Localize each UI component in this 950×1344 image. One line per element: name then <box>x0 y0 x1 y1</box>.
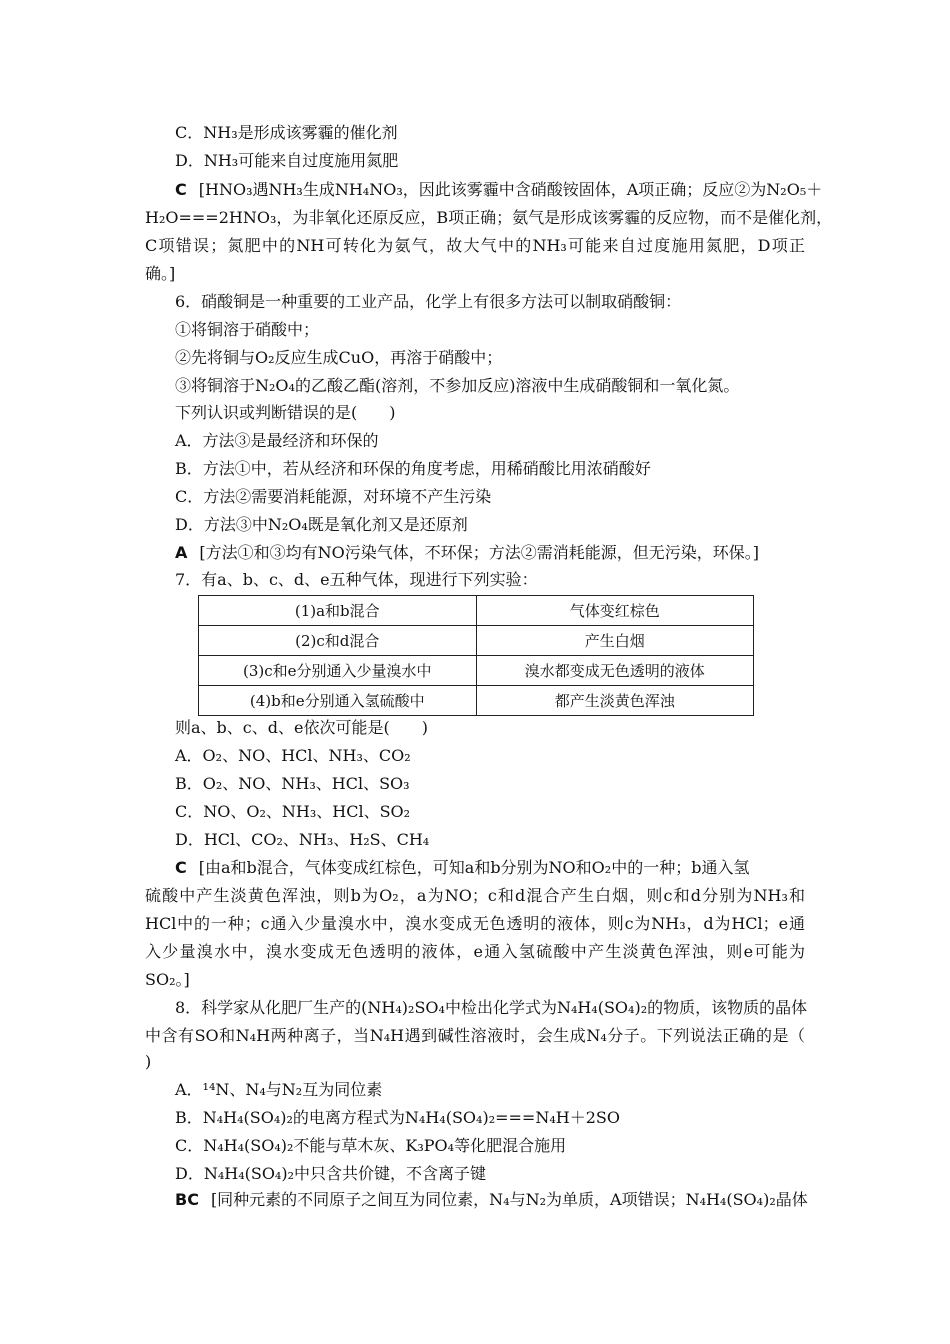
q7-explain-line: [由a和b混合，气体变成红棕色，可知a和b分别为NO和O₂中的一种；b通入氢 <box>198 858 750 877</box>
q8-option: C．N₄H₄(SO₄)₂不能与草木灰、K₃PO₄等化肥混合施用 <box>175 1136 567 1155</box>
q6-option: A．方法③是最经济和环保的 <box>175 431 379 450</box>
q8-option: B．N₄H₄(SO₄)₂的电离方程式为N₄H₄(SO₄)₂===N₄H＋2SO <box>175 1108 620 1127</box>
q7-answer-line <box>175 858 749 878</box>
table-cell: (4)b和e分别通入氢硫酸中 <box>199 686 477 716</box>
q7-option: D．HCl、CO₂、NH₃、H₂S、CH₄ <box>175 830 430 849</box>
q7-option: B．O₂、NO、NH₃、HCl、SO₃ <box>175 774 410 793</box>
table-row <box>199 686 754 716</box>
q5-option-c: C．NH₃是形成该雾霾的催化剂 <box>175 123 398 142</box>
table-cell: 溴水都变成无色透明的液体 <box>476 656 754 686</box>
q6-answer: A <box>175 543 188 562</box>
table-cell: (1)a和b混合 <box>199 596 477 626</box>
q8-answer: BC <box>175 1190 199 1209</box>
q6-explain: [方法①和③均有NO污染气体，不环保；方法②需消耗能源，但无污染，环保。] <box>199 543 759 562</box>
q5-answer-line <box>175 180 822 200</box>
q7-stem: 7．有a、b、c、d、e五种气体，现进行下列实验： <box>175 570 538 589</box>
table-cell: 气体变红棕色 <box>476 596 754 626</box>
experiment-table <box>198 595 754 716</box>
q7-explain-line: HCl中的一种；c通入少量溴水中，溴水变成无色透明的液体，则c为NH₃，d为HCl；e通 <box>145 914 805 933</box>
q8-option: A．¹⁴N、N₄与N₂互为同位素 <box>175 1080 383 1099</box>
table-cell: 产生白烟 <box>476 626 754 656</box>
q6-question: 下列认识或判断错误的是( ) <box>175 403 396 422</box>
table-cell: (3)c和e分别通入少量溴水中 <box>199 656 477 686</box>
q6-option: D．方法③中N₂O₄既是氧化剂又是还原剂 <box>175 515 468 534</box>
q8-stem-line: 8．科学家从化肥厂生产的(NH₄)₂SO₄中检出化学式为N₄H₄(SO₄)₂的物质，该物质的晶体 <box>175 998 808 1017</box>
q8-answer-line <box>175 1190 808 1210</box>
q6-answer-line <box>175 543 759 563</box>
q5-option-d: D．NH₃可能来自过度施用氮肥 <box>175 151 399 170</box>
q7-option: A．O₂、NO、HCl、NH₃、CO₂ <box>175 746 411 765</box>
q7-answer: C <box>175 858 187 877</box>
q6-option: B．方法①中，若从经济和环保的角度考虑，用稀硝酸比用浓硝酸好 <box>175 459 651 478</box>
q6-method: ①将铜溶于硝酸中； <box>175 320 320 339</box>
q8-stem-line: 中含有SO和N₄H两种离子，当N₄H遇到碱性溶液时，会生成N₄分子。下列说法正确的是（ <box>145 1026 805 1045</box>
q7-explain-line: SO₂。] <box>145 970 190 989</box>
table-cell: 都产生淡黄色浑浊 <box>476 686 754 716</box>
table-row <box>199 626 754 656</box>
table-cell: (2)c和d混合 <box>199 626 477 656</box>
q7-explain-line: 硫酸中产生淡黄色浑浊，则b为O₂，a为NO；c和d混合产生白烟，则c和d分别为NH₃和 <box>145 886 805 905</box>
q8-stem-line: ) <box>145 1052 152 1071</box>
q5-explain-line: H₂O===2HNO₃，为非氧化还原反应，B项正确；氨气是形成该雾霾的反应物，而不是催化剂， <box>145 208 833 227</box>
q6-option: C．方法②需要消耗能源，对环境不产生污染 <box>175 487 492 506</box>
q6-method: ③将铜溶于N₂O₄的乙酸乙酯(溶剂，不参加反应)溶液中生成硝酸铜和一氧化氮。 <box>175 376 740 395</box>
q7-question: 则a、b、c、d、e依次可能是( ) <box>175 718 428 737</box>
table-row <box>199 596 754 626</box>
q5-explain-line: C项错误；氮肥中的NH可转化为氨气，故大气中的NH₃可能来自过度施用氮肥，D项正 <box>145 236 805 255</box>
q8-option: D．N₄H₄(SO₄)₂中只含共价键，不含离子键 <box>175 1164 487 1183</box>
q5-answer: C <box>175 180 187 199</box>
table-row <box>199 656 754 686</box>
q6-stem: 6．硝酸铜是一种重要的工业产品，化学上有很多方法可以制取硝酸铜： <box>175 292 682 311</box>
q7-option: C．NO、O₂、NH₃、HCl、SO₂ <box>175 802 411 821</box>
q5-explain-line: 确。] <box>145 264 176 283</box>
q5-explain-line: [HNO₃遇NH₃生成NH₄NO₃，因此该雾霾中含硝酸铵固体，A项正确；反应②为N₂O₅＋ <box>198 180 823 199</box>
q6-method: ②先将铜与O₂反应生成CuO，再溶于硝酸中； <box>175 348 503 367</box>
q7-explain-line: 入少量溴水中，溴水变成无色透明的液体，e通入氢硫酸中产生淡黄色浑浊，则e可能为 <box>145 942 805 961</box>
q8-explain: [同种元素的不同原子之间互为同位素，N₄与N₂为单质，A项错误；N₄H₄(SO₄)₂晶体 <box>210 1190 808 1209</box>
